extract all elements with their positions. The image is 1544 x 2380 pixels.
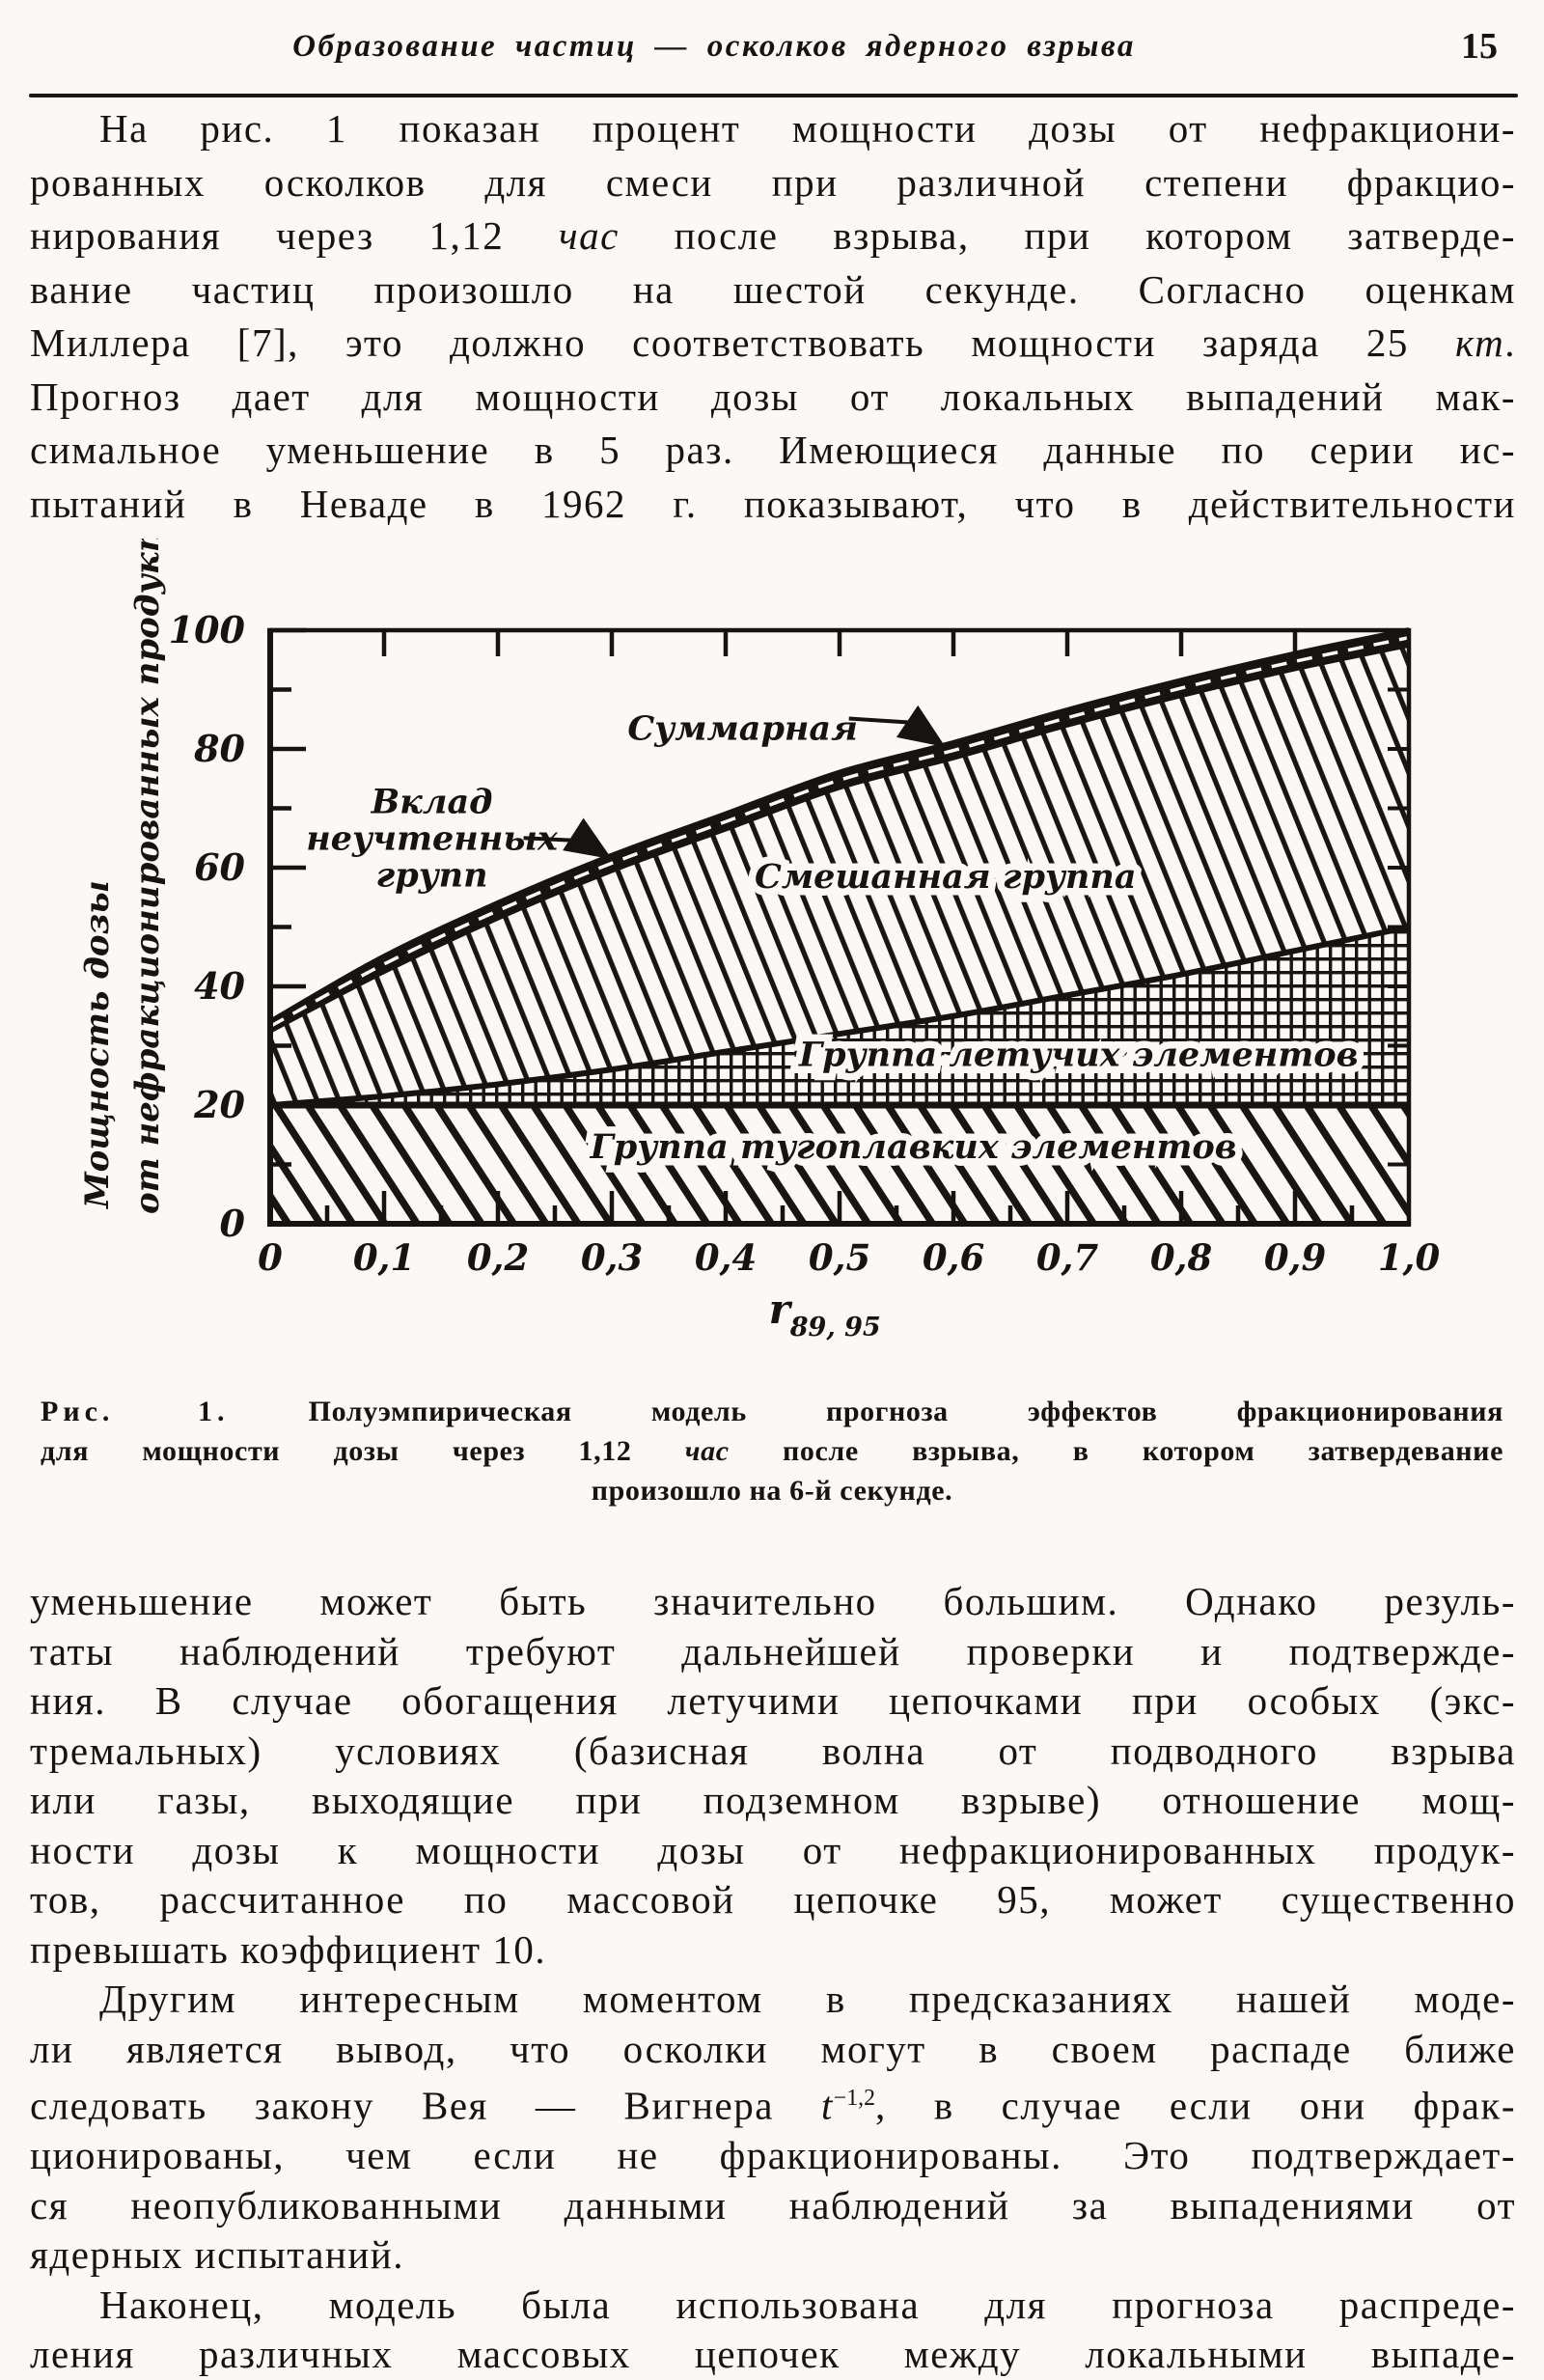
text-line: или газы, выходящие при подземном взрыве) отношение мощ- bbox=[30, 1778, 1516, 1822]
text-line: тов, рассчитанное по массовой цепочке 95, может существенно bbox=[30, 1877, 1516, 1922]
x-tick-label: 1,0 bbox=[1377, 1236, 1441, 1279]
text-line: превышать коэффициент 10. bbox=[30, 1926, 547, 1972]
figure-caption bbox=[41, 1392, 1503, 1510]
text-line: таты наблюдений требуют дальнейшей проверки и подтвержде- bbox=[30, 1628, 1516, 1674]
running-header bbox=[29, 26, 1515, 83]
region-label: Группа тугоплавких элементов bbox=[590, 1127, 1237, 1168]
text-line: нирования через 1,12 час после взрыва, при котором затверде- bbox=[30, 213, 1516, 258]
header-title: Образование частиц — осколков ядерного взрыва bbox=[292, 29, 1136, 64]
text-line: На рис. 1 показан процент мощности дозы от нефракциони- bbox=[99, 106, 1516, 151]
text-line: следовать закону Вея — Вигнера $t^{-1,2}$, в случае если они фрак- bbox=[30, 2083, 1516, 2128]
x-tick-label: 0,1 bbox=[352, 1236, 416, 1279]
x-tick-label: 0,6 bbox=[922, 1236, 985, 1279]
annotation-arrow bbox=[849, 718, 940, 742]
text-line: ли является вывод, что осколки могут в своем распаде ближе bbox=[30, 2026, 1516, 2071]
figure-label: Рис. 1. bbox=[41, 1396, 230, 1427]
caption-line: для мощности дозы через 1,12 час после взрыва, в котором затвердевание bbox=[41, 1435, 1503, 1467]
region-label: Смешанная группа bbox=[754, 857, 1137, 898]
y-tick-label: 40 bbox=[194, 964, 245, 1008]
x-tick-label: 0 bbox=[258, 1236, 283, 1279]
text-line: вание частиц произошло на шестой секунде. Согласно оценкам bbox=[30, 266, 1516, 312]
annotation-label: Суммарная bbox=[627, 708, 858, 749]
text-line: Другим интересным моментом в предсказаниях нашей моде- bbox=[99, 1977, 1516, 2021]
annotation-label: Вклад bbox=[371, 782, 493, 822]
header-rule bbox=[29, 94, 1518, 97]
y-axis-title-line1: Мощность дозы bbox=[78, 880, 117, 1208]
y-tick-label: 60 bbox=[194, 845, 245, 889]
y-tick-label: 20 bbox=[194, 1083, 245, 1126]
text-line: Миллера [7], это должно соответствовать мощности заряда 25 кт. bbox=[30, 320, 1516, 365]
paragraph-block-top bbox=[30, 102, 1516, 531]
text-line: ционированы, чем если не фракционированы. Это подтверждает- bbox=[30, 2133, 1516, 2178]
x-axis-title: $r_{89, 95}$ bbox=[768, 1286, 881, 1342]
text-line: ности дозы к мощности дозы от нефракционированных продук- bbox=[30, 1827, 1516, 1872]
page-number: 15 bbox=[1461, 26, 1498, 67]
x-tick-label: 0,5 bbox=[808, 1236, 871, 1279]
y-tick-label: 0 bbox=[219, 1202, 245, 1245]
text-line: тремальных) условиях (базисная волна от подводного взрыва bbox=[30, 1728, 1516, 1773]
caption-line: Рис. 1. Полуэмпирическая модель прогноза эффектов фракционирования bbox=[41, 1396, 1503, 1427]
x-tick-label: 0,7 bbox=[1035, 1236, 1099, 1279]
y-tick-label: 80 bbox=[194, 727, 245, 770]
x-tick-label: 0,8 bbox=[1149, 1236, 1213, 1279]
text-line: ядерных испытаний. bbox=[30, 2232, 404, 2278]
text-line: ся неопубликованными данными наблюдений за выпадениями от bbox=[30, 2182, 1516, 2228]
figure-1 bbox=[0, 539, 1544, 1378]
y-axis-title-line2: от нефракционированных продуктов, % bbox=[128, 539, 167, 1214]
x-tick-label: 0,3 bbox=[580, 1236, 644, 1279]
x-tick-label: 0,2 bbox=[466, 1236, 530, 1279]
text-line: ления различных массовых цепочек между локальными выпаде- bbox=[30, 2332, 1516, 2377]
x-tick-label: 0,9 bbox=[1263, 1236, 1327, 1279]
figure-1-chart bbox=[0, 539, 1544, 1378]
x-tick-label: 0,4 bbox=[694, 1236, 758, 1279]
y-tick-label: 100 bbox=[168, 608, 245, 651]
text-line: уменьшение может быть значительно большим. Однако резуль- bbox=[30, 1579, 1516, 1623]
text-line: Прогноз дает для мощности дозы от локальных выпадений мак- bbox=[30, 374, 1516, 419]
paragraph-block-bottom bbox=[30, 1577, 1516, 2380]
caption-line: произошло на 6-й секунде. bbox=[591, 1475, 953, 1507]
text-line: пытаний в Неваде в 1962 г. показывают, что в действительности bbox=[30, 481, 1516, 526]
annotation-label: групп bbox=[375, 855, 488, 896]
text-line: рованных осколков для смеси при различной степени фракцио- bbox=[30, 159, 1516, 205]
text-line: ния. В случае обогащения летучими цепочками при особых (экс- bbox=[30, 1678, 1516, 1723]
annotation-label: неучтенных bbox=[306, 818, 558, 859]
region-label: Группа летучих элементов bbox=[799, 1035, 1359, 1075]
text-line: симальное уменьшение в 5 раз. Имеющиеся данные по серии ис- bbox=[30, 428, 1516, 472]
text-line: Наконец, модель была использована для прогноза распреде- bbox=[99, 2282, 1516, 2327]
